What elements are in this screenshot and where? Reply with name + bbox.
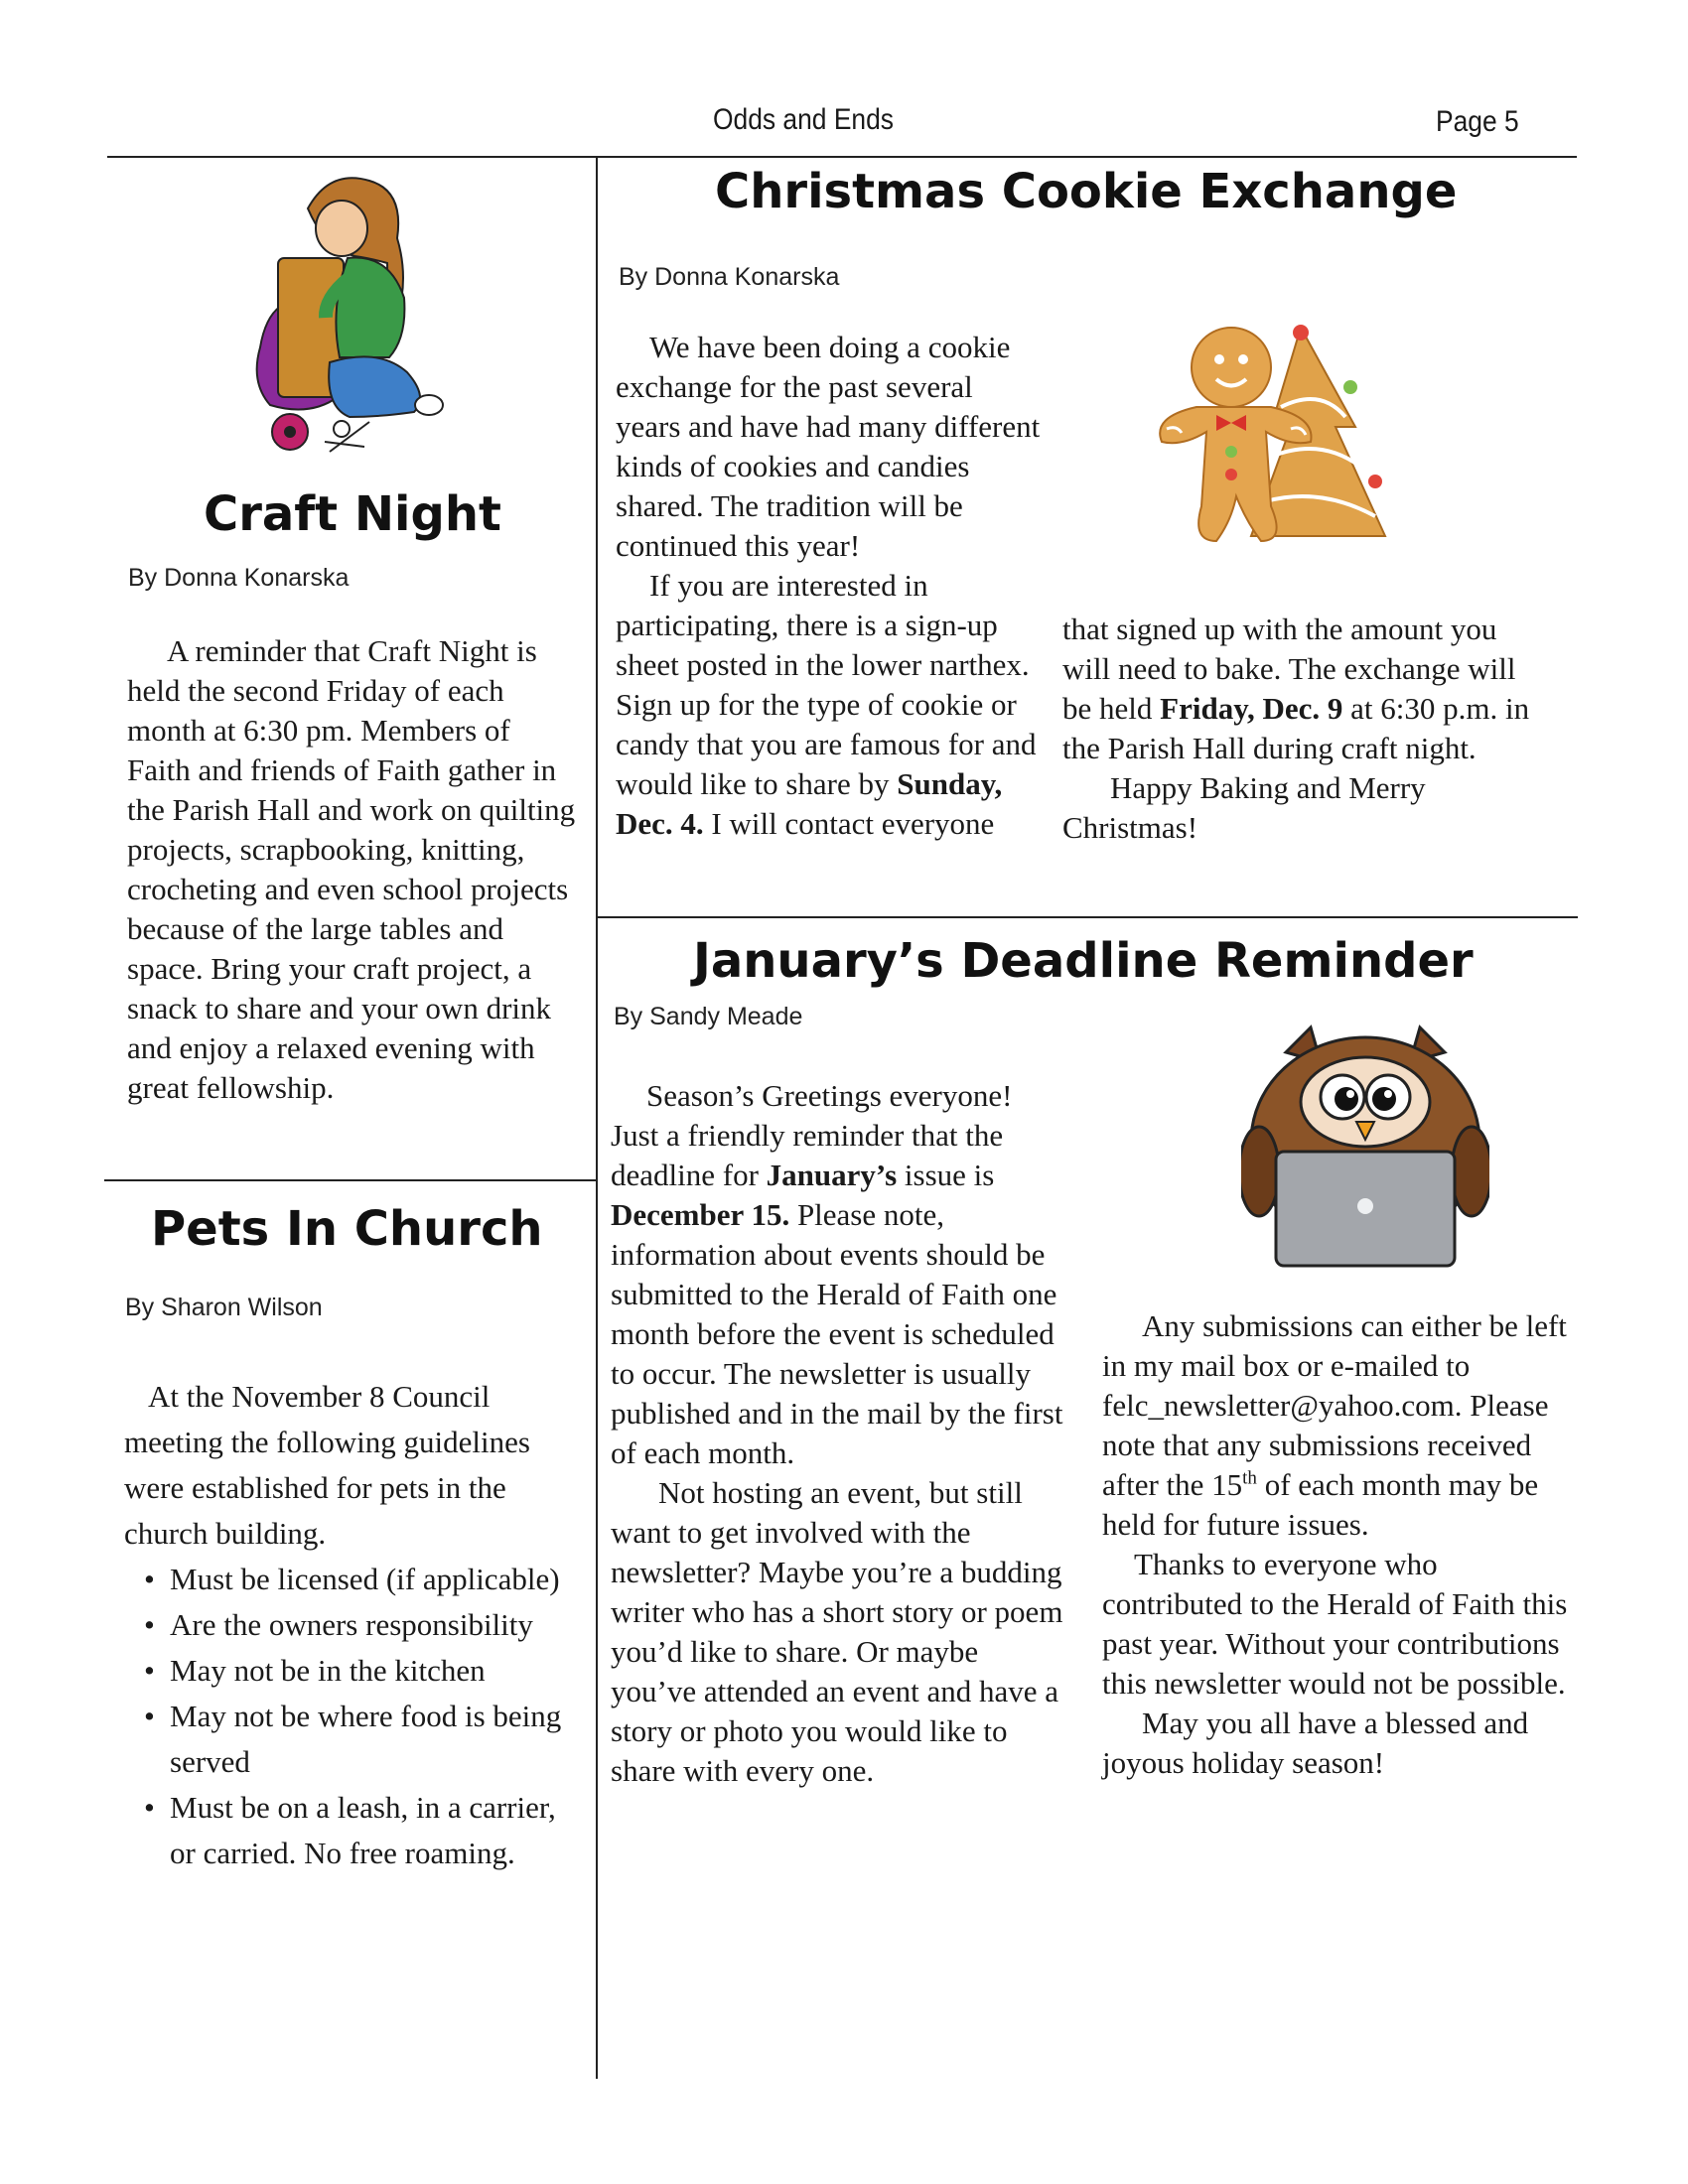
left-section-rule [104, 1179, 597, 1181]
deadline-byline: By Sandy Meade [614, 1003, 803, 1030]
deadline-paragraph-4: Thanks to everyone who contributed to the Herald of Faith this past year. Without your contributions this newsletter would not be possible. [1102, 1547, 1568, 1701]
deadline-title: January’s Deadline Reminder [693, 933, 1474, 989]
list-item: • Must be licensed (if applicable) [124, 1557, 586, 1602]
cookie-paragraph-4: Happy Baking and Merry Christmas! [1062, 770, 1426, 845]
craft-night-byline: By Donna Konarska [128, 564, 350, 592]
section-title: Odds and Ends [713, 103, 894, 136]
deadline-paragraph-2: Not hosting an event, but still want to get involved with the newsletter? Maybe you’re a budding writer who has a short story or poem you’d like to share. Or maybe you’ve attended an event and have a story or photo you would like to share with every one. [611, 1475, 1063, 1788]
list-item: • May not be where food is being served [124, 1694, 586, 1785]
pets-title: Pets In Church [151, 1201, 543, 1257]
craft-girl-illustration [230, 169, 469, 457]
page-number: Page 5 [1436, 105, 1519, 138]
list-item: • Must be on a leash, in a carrier, or carried. No free roaming. [124, 1785, 586, 1876]
pets-guidelines-list [124, 1557, 586, 1876]
gingerbread-cookies-image [1152, 308, 1440, 556]
cookie-byline: By Donna Konarska [619, 263, 840, 291]
deadline-paragraph-3: Any submissions can either be left in my mail box or e-mailed to felc_newsletter@yahoo.com. Please note that any submissions received after the 15th of each month may be held for future issues. [1102, 1308, 1567, 1542]
cookie-paragraph-1: We have been doing a cookie exchange for the past several years and have had many different kinds of cookies and candies shared. The tradition will be continued this year! [616, 330, 1041, 563]
deadline-paragraph-5: May you all have a blessed and joyous holiday season! [1102, 1706, 1529, 1780]
owl-laptop-image [1241, 1023, 1489, 1271]
pets-byline: By Sharon Wilson [125, 1294, 323, 1321]
header-rule [107, 156, 1577, 158]
cookie-paragraph-2: If you are interested in participating, there is a sign-up sheet posted in the lower narthex. Sign up for the type of cookie or candy that you are famous for and would like to share by Sunday, Dec. 4. I will contact everyone [616, 568, 1037, 841]
column-divider [596, 156, 598, 2079]
craft-night-title: Craft Night [204, 486, 501, 542]
deadline-paragraph-1: Season’s Greetings everyone! Just a friendly reminder that the deadline for January’s issue is December 15. Please note, information about events should be submitted to the Herald of Faith one month before the event is scheduled to occur. The newsletter is usually published and in the mail by the first of each month. [611, 1078, 1063, 1470]
craft-night-body: A reminder that Craft Night is held the second Friday of each month at 6:30 pm. Members of Faith and friends of Faith gather in the Parish Hall and work on quilting projects, scrapbooking, knitting, crocheting and even school projects because of the large tables and space. Bring your craft project, a snack to share and your own drink and enjoy a relaxed evening with great fellowship. [127, 633, 576, 1105]
list-item: • May not be in the kitchen [124, 1648, 586, 1694]
list-item: • Are the owners responsibility [124, 1602, 586, 1648]
pets-intro: At the November 8 Council meeting the following guidelines were established for pets in the church building. [124, 1379, 530, 1551]
cookie-paragraph-3: that signed up with the amount you will need to bake. The exchange will be held Friday, Dec. 9 at 6:30 p.m. in the Parish Hall during craft night. [1062, 612, 1530, 765]
cookie-title: Christmas Cookie Exchange [715, 164, 1458, 219]
right-section-rule [597, 916, 1578, 918]
